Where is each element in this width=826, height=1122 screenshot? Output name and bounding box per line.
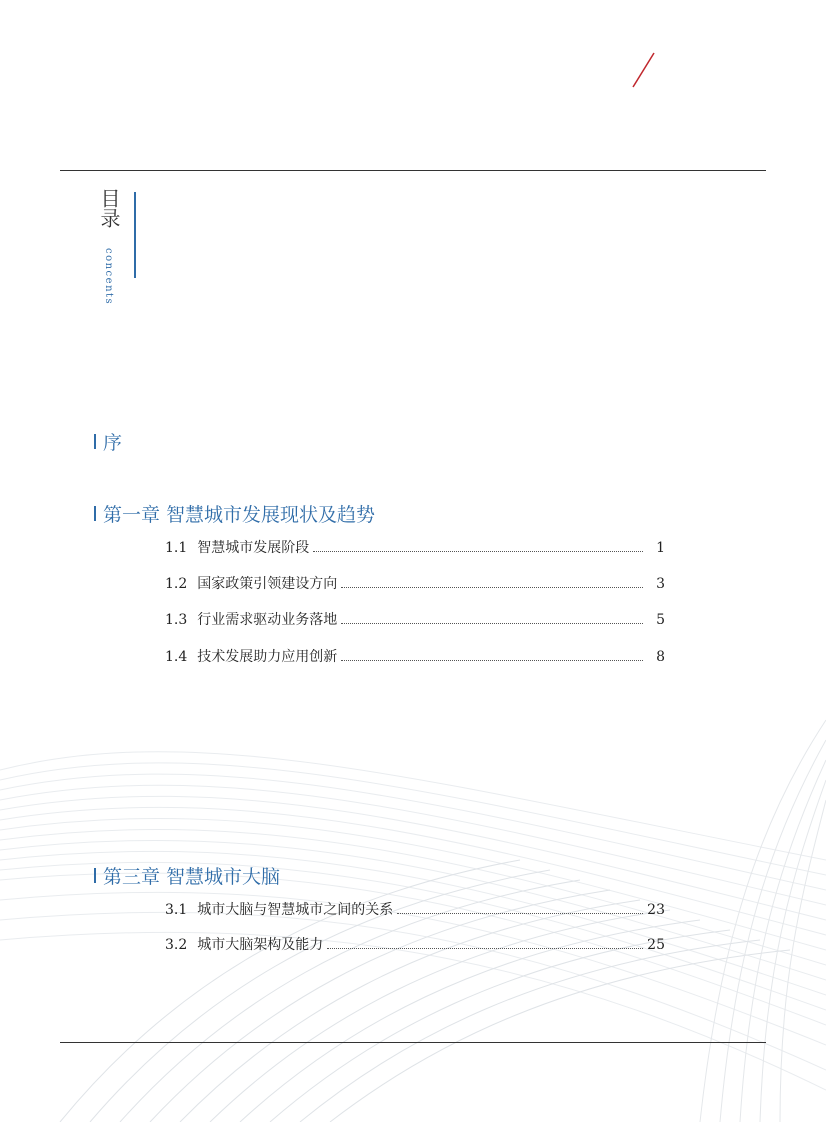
entry-title: 行业需求驱动业务落地	[197, 612, 338, 628]
toc-title: 目录	[97, 188, 121, 228]
entry-number: 3.1	[165, 902, 188, 918]
red-slash-mark	[628, 50, 658, 90]
entry-number: 1.3	[165, 612, 188, 628]
entry-title: 国家政策引领建设方向	[197, 576, 338, 592]
entry-title: 智慧城市发展阶段	[197, 540, 310, 556]
top-divider	[60, 170, 766, 171]
heading-accent-bar	[134, 192, 136, 278]
section-marker	[94, 434, 96, 449]
dot-leader	[341, 623, 643, 624]
entry-number: 1.1	[165, 540, 188, 556]
toc-subtitle: concents	[103, 248, 114, 306]
entry-page: 5	[656, 612, 665, 628]
toc-entry[interactable]	[165, 573, 665, 593]
dot-leader	[341, 660, 643, 661]
dot-leader	[327, 948, 643, 949]
section-marker	[94, 868, 96, 883]
entry-number: 1.2	[165, 576, 188, 592]
entry-number: 3.2	[165, 937, 188, 953]
toc-entry[interactable]	[165, 609, 665, 629]
entry-page: 23	[647, 902, 665, 918]
entry-page: 3	[656, 576, 665, 592]
toc-entry[interactable]	[165, 646, 665, 666]
dot-leader	[313, 551, 643, 552]
toc-entry[interactable]	[165, 934, 665, 954]
section-title: 第一章 智慧城市发展现状及趋势	[103, 504, 376, 526]
entry-title: 技术发展助力应用创新	[197, 649, 338, 665]
dot-leader	[341, 587, 643, 588]
section-title: 序	[103, 432, 123, 454]
entry-page: 25	[647, 937, 665, 953]
entry-page: 8	[656, 649, 665, 665]
entry-number: 1.4	[165, 649, 188, 665]
toc-entry[interactable]	[165, 537, 665, 557]
toc-heading	[96, 188, 126, 228]
entry-title: 城市大脑架构及能力	[197, 937, 324, 953]
section-preface[interactable]	[94, 428, 122, 455]
entry-title: 城市大脑与智慧城市之间的关系	[197, 902, 394, 918]
entry-page: 1	[656, 540, 665, 556]
background-wave-pattern	[0, 300, 826, 1122]
dot-leader	[397, 913, 643, 914]
section-chapter-3[interactable]	[94, 862, 280, 889]
section-chapter-1[interactable]	[94, 500, 375, 527]
toc-entry[interactable]	[165, 899, 665, 919]
section-title: 第三章 智慧城市大脑	[103, 866, 281, 888]
bottom-divider	[60, 1042, 766, 1043]
section-marker	[94, 506, 96, 521]
